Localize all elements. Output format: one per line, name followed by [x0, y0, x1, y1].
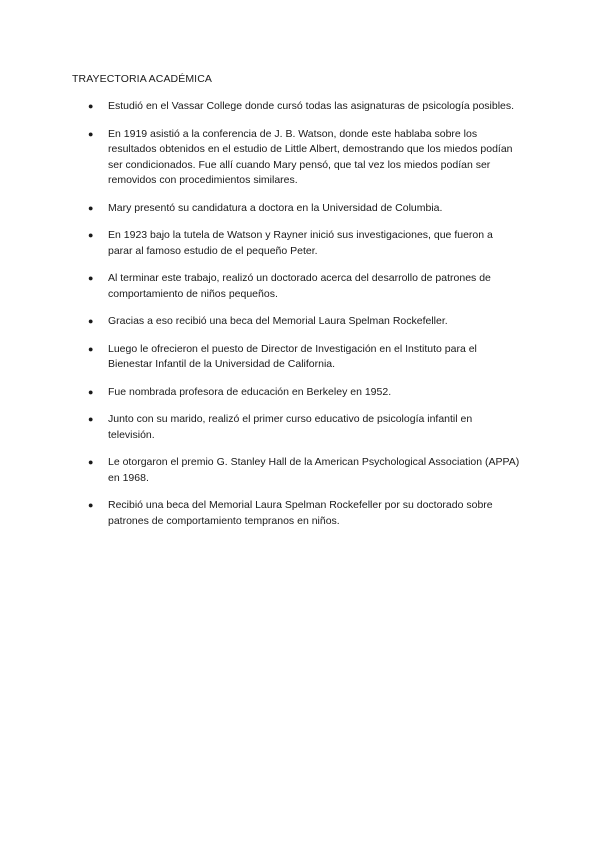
list-item — [0, 498, 600, 529]
bullet-icon: ● — [88, 457, 94, 467]
list-item-text: En 1923 bajo la tutela de Watson y Rayner inició sus investigaciones, que fueron a parar al famoso estudio de el pequeño Peter. — [108, 229, 493, 257]
list-item-text: Junto con su marido, realizó el primer curso educativo de psicología infantil en televisión. — [108, 413, 473, 441]
bullet-icon: ● — [88, 500, 94, 510]
list-item — [0, 412, 600, 443]
bullet-icon: ● — [88, 386, 94, 397]
list-item — [0, 127, 600, 189]
list-item-text: Recibió una beca del Memorial Laura Spelman Rockefeller por su doctorado sobre patrones de comportamiento tempranos en niños. — [108, 499, 493, 527]
list-item-text: Le otorgaron el premio G. Stanley Hall de la American Psychological Association (APPA) en 1968. — [108, 456, 520, 484]
list-item — [0, 314, 600, 330]
list-item-text: Luego le ofrecieron el puesto de Director de Investigación en el Instituto para el Bienestar Infantil de la Universidad de California. — [108, 342, 477, 370]
list-item — [0, 271, 600, 302]
list-item — [0, 342, 600, 373]
list-item — [0, 455, 600, 486]
bullet-list — [0, 99, 600, 541]
list-item — [0, 201, 600, 217]
list-item-text: Gracias a eso recibió una beca del Memorial Laura Spelman Rockefeller. — [108, 315, 448, 327]
bullet-icon: ● — [88, 230, 94, 240]
bullet-icon: ● — [88, 414, 94, 424]
bullet-icon: ● — [88, 316, 94, 326]
list-item-text: Al terminar este trabajo, realizó un doctorado acerca del desarrollo de patrones de comportamiento de niños pequeños. — [108, 272, 491, 300]
bullet-icon: ● — [88, 343, 94, 354]
list-item-text: Mary presentó su candidatura a doctora en la Universidad de Columbia. — [108, 201, 443, 214]
list-item-text: En 1919 asistió a la conferencia de J. B. Watson, donde este hablaba sobre los resultados obtenidos en el estudio de Little Albert, demostrando que los miedos podían ser condicionados. Fue allí cuando Mary pensó, que tal vez los miedos podían ser removidos con procedimientos similares. — [108, 127, 513, 186]
list-item — [0, 99, 600, 115]
bullet-icon: ● — [88, 202, 94, 213]
list-item — [0, 228, 600, 259]
bullet-icon: ● — [88, 273, 94, 283]
section-heading: TRAYECTORIA ACADÉMICA — [72, 73, 212, 85]
list-item-text: Fue nombrada profesora de educación en Berkeley en 1952. — [108, 385, 392, 398]
bullet-icon: ● — [88, 101, 94, 111]
list-item-text: Estudió en el Vassar College donde cursó todas las asignaturas de psicología posibles. — [108, 100, 515, 112]
list-item — [0, 385, 600, 401]
bullet-icon: ● — [88, 128, 94, 139]
